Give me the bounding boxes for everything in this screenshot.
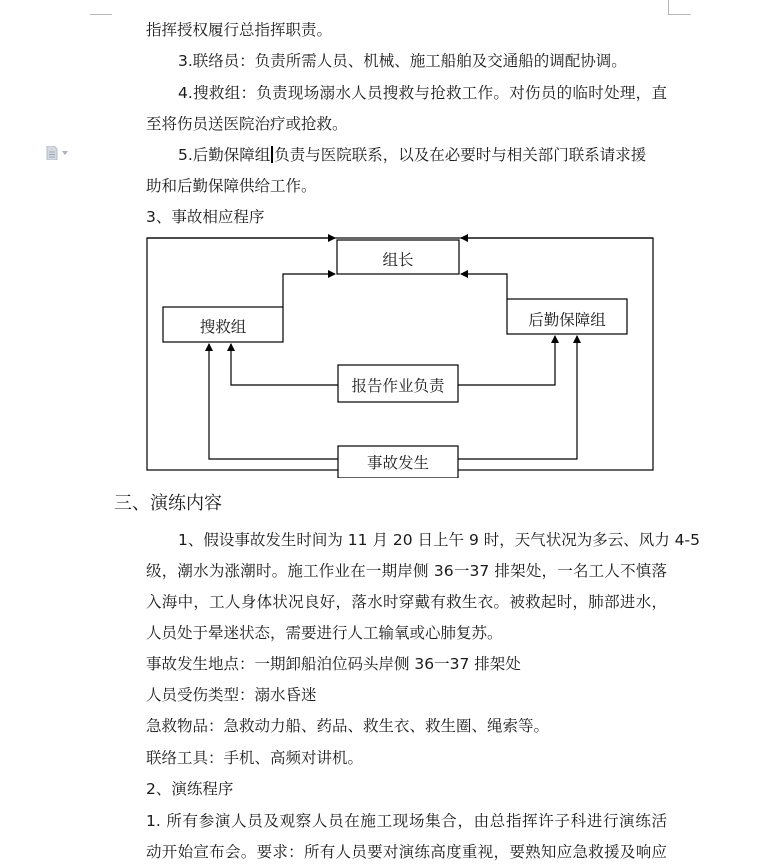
report-label: 报告作业负责 xyxy=(351,377,445,395)
text-line: 3.联络员：负责所需人员、机械、施工船舶及交通船的调配协调。 xyxy=(178,52,627,70)
text-line: 指挥授权履行总指挥职责。 xyxy=(146,21,333,39)
text-line: 人员处于晕迷状态，需要进行人工输氧或心肺复苏。 xyxy=(146,624,503,642)
text-line: 1、假设事故发生时间为 11 月 20 日上午 9 时，天气状况为多云、风力 4-5 xyxy=(178,531,700,549)
rescue-label: 搜救组 xyxy=(199,318,247,336)
text-line: 事故发生地点：一期卸船泊位码头岸侧 36一37 排架处 xyxy=(146,655,521,673)
leader-label: 组长 xyxy=(382,251,414,269)
text-line: 至将伤员送医院治疗或抢救。 xyxy=(146,115,348,133)
text-line: 急救物品：急救动力船、药品、救生衣、救生圈、绳索等。 xyxy=(146,717,550,735)
text-line: 级，潮水为涨潮时。施工作业在一期岸侧 36一37 排架处，一名工人不慎落 xyxy=(146,562,667,580)
logistics-box-label: 后勤保障组 xyxy=(528,311,606,329)
text-line: 动开始宣布会。要求：所有人员要对演练高度重视，要熟知应急救援及响应 xyxy=(146,843,667,861)
flow-diagram xyxy=(140,228,660,478)
text-line: 人员受伤类型：溺水昏迷 xyxy=(146,686,317,704)
text-line: 联络工具：手机、高频对讲机。 xyxy=(146,749,364,767)
section-subtitle: 3、事故相应程序 xyxy=(146,208,265,226)
text-cursor xyxy=(271,146,273,163)
chevron-down-icon xyxy=(62,151,68,155)
text-line xyxy=(178,145,646,165)
text-line: 助和后勤保障供给工作。 xyxy=(146,177,317,195)
text-line: 4.搜救组：负责现场溺水人员搜救与抢救工作。对伤员的临时处理，直 xyxy=(178,84,667,102)
text-line: 入海中，工人身体状况良好，落水时穿戴有救生衣。被救起时，肺部进水， xyxy=(146,593,667,611)
logistics-duty: 负责与医院联系，以及在必要时与相关部门联系请求援 xyxy=(274,146,647,164)
text-line: 2、演练程序 xyxy=(146,780,234,798)
document-icon[interactable] xyxy=(46,146,76,160)
section-heading: 三、演练内容 xyxy=(114,493,222,514)
page-corner-mark-right xyxy=(668,0,691,15)
incident-label: 事故发生 xyxy=(366,454,430,472)
text-line: 1. 所有参演人员及观察人员在施工现场集合，由总指挥许子科进行演练活 xyxy=(146,812,667,830)
logistics-label: 5.后勤保障组 xyxy=(178,146,271,164)
page-corner-mark-left xyxy=(90,0,112,15)
